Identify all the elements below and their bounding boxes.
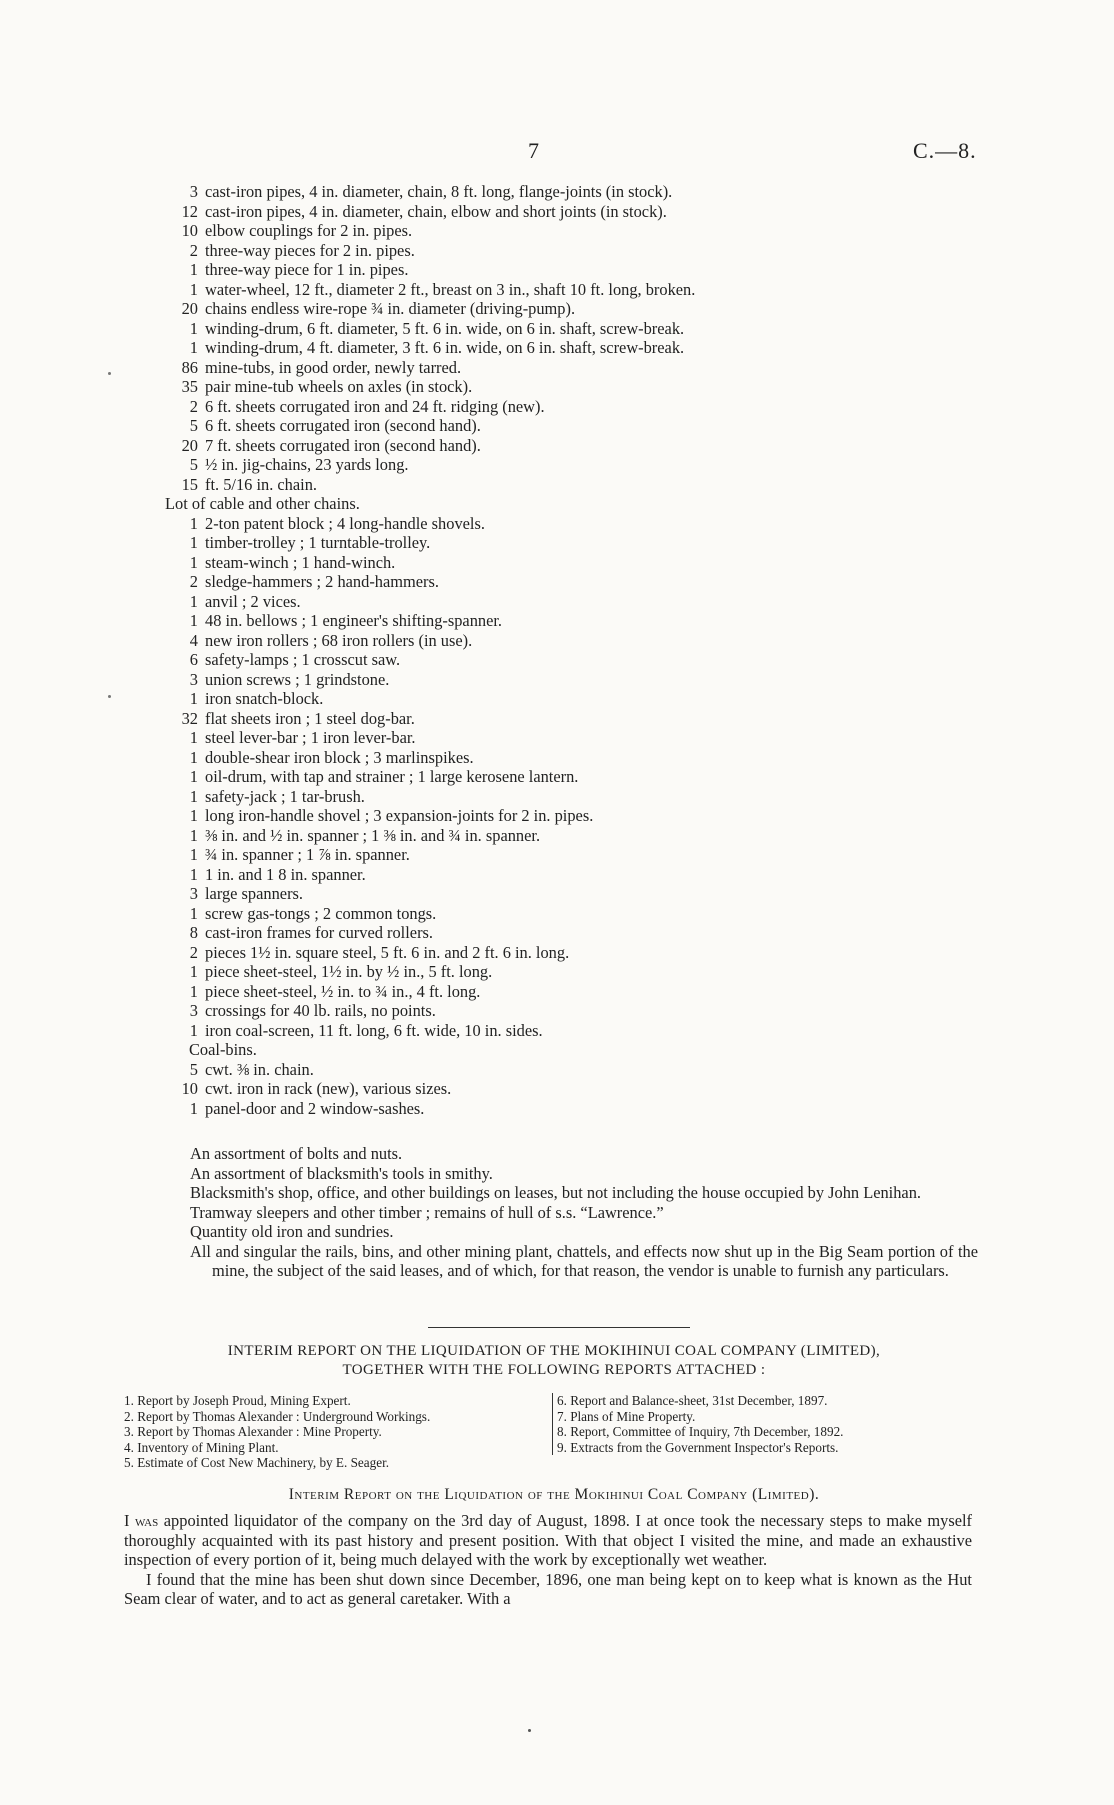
item-description: ½ in. jig-chains, 23 yards long. — [205, 455, 409, 474]
report-entry: 3. Report by Thomas Alexander : Mine Property. — [124, 1424, 382, 1440]
inventory-item — [165, 260, 985, 280]
item-description: winding-drum, 4 ft. diameter, 3 ft. 6 in. wide, on 6 in. shaft, screw-break. — [205, 338, 685, 357]
inventory-item — [165, 806, 985, 826]
inventory-item — [165, 611, 985, 631]
inventory-item — [165, 787, 985, 807]
inventory-paragraph: An assortment of blacksmith's tools in smithy. — [190, 1163, 493, 1183]
item-quantity: 3 — [189, 1001, 198, 1020]
inventory-item — [165, 572, 985, 592]
inventory-item — [165, 299, 985, 319]
item-description: chains endless wire-rope ¾ in. diameter (driving-pump). — [205, 299, 576, 318]
item-quantity: 1 — [189, 728, 198, 747]
inventory-item — [165, 553, 985, 573]
item-quantity: 1 — [189, 591, 198, 611]
inventory-item — [165, 767, 985, 787]
inventory-item — [165, 982, 985, 1002]
inventory-item — [165, 631, 985, 651]
document-reference: C.—8. — [913, 138, 977, 163]
inventory-item — [165, 1060, 985, 1080]
inventory-item — [165, 748, 985, 768]
item-quantity: 20 — [181, 435, 198, 455]
item-description: cast-iron pipes, 4 in. diameter, chain, 8 ft. long, flange-joints (in stock). — [205, 182, 673, 201]
inventory-item — [165, 923, 985, 943]
report-entry: 4. Inventory of Mining Plant. — [124, 1439, 279, 1455]
item-description: union screws ; 1 grindstone. — [205, 669, 390, 689]
item-quantity: 1 — [189, 1098, 198, 1118]
reports-list-right — [552, 1393, 997, 1455]
section-divider — [428, 1327, 690, 1328]
inventory-item — [165, 475, 985, 495]
item-description: oil-drum, with tap and strainer ; 1 large kerosene lantern. — [205, 767, 579, 786]
inventory-item — [165, 1099, 985, 1119]
item-quantity: 1 — [189, 825, 198, 845]
item-description: pair mine-tub wheels on axles (in stock). — [205, 377, 473, 396]
inventory-list — [165, 182, 985, 1118]
inventory-item — [165, 826, 985, 846]
inventory-item — [165, 494, 985, 514]
item-quantity: 1 — [189, 611, 198, 630]
inventory-item — [165, 1040, 985, 1060]
margin-mark — [108, 695, 111, 698]
inventory-item — [165, 845, 985, 865]
report-entry: 7. Plans of Mine Property. — [557, 1408, 696, 1424]
inventory-item — [165, 943, 985, 963]
interim-heading-line: TOGETHER WITH THE FOLLOWING REPORTS ATTACHED : — [342, 1362, 766, 1378]
item-description: iron coal-screen, 11 ft. long, 6 ft. wide, 10 in. sides. — [205, 1020, 543, 1040]
paragraph-text: appointed liquidator of the company on the 3rd day of August, 1898. I at once took the necessary steps to make myself thoroughly acquainted with its past history and present position. With that object I visited the mine, and made an exhaustive inspection of every portion of it, being much delayed with the work by exceptionally wet weather. — [124, 1511, 973, 1570]
report-entry: 2. Report by Thomas Alexander : Underground Workings. — [124, 1408, 431, 1424]
item-description: 6 ft. sheets corrugated iron (second hand). — [205, 416, 481, 435]
item-quantity: 2 — [189, 942, 198, 962]
inventory-item — [165, 670, 985, 690]
item-quantity: 1 — [189, 1020, 198, 1040]
item-quantity: 1 — [189, 903, 198, 923]
inventory-item — [165, 377, 985, 397]
item-quantity: 3 — [189, 884, 198, 903]
item-description: water-wheel, 12 ft., diameter 2 ft., breast on 3 in., shaft 10 ft. long, broken. — [205, 279, 696, 299]
interim-heading-line: INTERIM REPORT ON THE LIQUIDATION OF THE MOKIHINUI COAL COMPANY (LIMITED), — [227, 1343, 881, 1359]
item-description: steel lever-bar ; 1 iron lever-bar. — [205, 728, 416, 747]
item-description: sledge-hammers ; 2 hand-hammers. — [205, 572, 439, 591]
inventory-item — [165, 709, 985, 729]
item-quantity: 5 — [189, 455, 198, 474]
item-quantity: 4 — [189, 630, 198, 650]
item-quantity: 35 — [181, 377, 198, 396]
inventory-item — [165, 962, 985, 982]
inventory-item — [165, 884, 985, 904]
item-quantity: 1 — [189, 689, 198, 708]
item-description: three-way piece for 1 in. pipes. — [205, 260, 409, 279]
item-description: ⅜ in. and ½ in. spanner ; 1 ⅜ in. and ¾ in. spanner. — [205, 825, 541, 845]
item-description: iron snatch-block. — [205, 689, 324, 708]
item-quantity: 86 — [181, 357, 198, 377]
inventory-item — [165, 1021, 985, 1041]
item-description: double-shear iron block ; 3 marlinspikes. — [205, 747, 474, 767]
item-quantity: 1 — [189, 318, 198, 338]
item-description: mine-tubs, in good order, newly tarred. — [205, 357, 462, 377]
item-quantity: 1 — [189, 806, 198, 825]
item-description: safety-lamps ; 1 crosscut saw. — [205, 650, 401, 669]
item-description: 6 ft. sheets corrugated iron and 24 ft. ridging (new). — [205, 396, 545, 416]
inventory-item — [165, 904, 985, 924]
item-description: safety-jack ; 1 tar-brush. — [205, 786, 365, 806]
item-quantity: 1 — [189, 338, 198, 357]
inventory-item — [165, 514, 985, 534]
inventory-paragraph: Tramway sleepers and other timber ; remains of hull of s.s. “Lawrence.” — [190, 1202, 664, 1222]
inventory-item — [165, 221, 985, 241]
inventory-item — [165, 689, 985, 709]
inventory-item — [165, 202, 985, 222]
page-speck — [528, 1729, 531, 1732]
inventory-paragraph: Blacksmith's shop, office, and other buildings on leases, but not including the house occupied by John Lenihan. — [190, 1183, 921, 1202]
inventory-item — [165, 865, 985, 885]
item-quantity: 1 — [189, 845, 198, 864]
inventory-item — [165, 592, 985, 612]
inventory-item — [165, 728, 985, 748]
item-description: screw gas-tongs ; 2 common tongs. — [205, 903, 437, 923]
inventory-item — [165, 1001, 985, 1021]
item-quantity: 2 — [189, 240, 198, 260]
item-description: 1 in. and 1 8 in. spanner. — [205, 864, 366, 884]
item-description: crossings for 40 lb. rails, no points. — [205, 1001, 436, 1020]
item-description: Lot of cable and other chains. — [165, 494, 360, 513]
item-quantity: 1 — [189, 747, 198, 767]
inventory-paragraph: An assortment of bolts and nuts. — [190, 1144, 403, 1163]
inventory-item — [165, 280, 985, 300]
reports-list-left — [124, 1393, 544, 1471]
item-quantity: 1 — [189, 864, 198, 884]
item-description: 7 ft. sheets corrugated iron (second hand). — [205, 435, 481, 455]
inventory-item — [165, 358, 985, 378]
inventory-item — [165, 436, 985, 456]
body-paragraph — [124, 1511, 972, 1570]
item-quantity: 15 — [181, 474, 198, 494]
item-description: three-way pieces for 2 in. pipes. — [205, 240, 415, 260]
paragraph-lead: I was — [124, 1511, 159, 1530]
inventory-paragraphs — [190, 1144, 978, 1281]
item-description: winding-drum, 6 ft. diameter, 5 ft. 6 in. wide, on 6 in. shaft, screw-break. — [205, 318, 685, 338]
item-description: 2-ton patent block ; 4 long-handle shovels. — [205, 513, 485, 533]
item-quantity: 2 — [189, 572, 198, 591]
inventory-paragraph: Quantity old iron and sundries. — [190, 1222, 394, 1241]
inventory-item — [165, 455, 985, 475]
inventory-item — [165, 1079, 985, 1099]
body-paragraph: I found that the mine has been shut down since December, 1896, one man being kept on to keep what is known as the Hut Seam clear of water, and to act as general caretaker. With a — [124, 1569, 972, 1609]
item-description: panel-door and 2 window-sashes. — [205, 1098, 425, 1118]
page-number: 7 — [528, 138, 539, 163]
item-quantity: 6 — [189, 650, 198, 669]
report-entry: 9. Extracts from the Government Inspector's Reports. — [557, 1439, 839, 1455]
item-quantity: 20 — [181, 299, 198, 318]
item-description: ¾ in. spanner ; 1 ⅞ in. spanner. — [205, 845, 410, 864]
item-description: pieces 1½ in. square steel, 5 ft. 6 in. and 2 ft. 6 in. long. — [205, 942, 570, 962]
item-quantity: 1 — [189, 279, 198, 299]
item-description: large spanners. — [205, 884, 304, 903]
item-description: ft. 5/16 in. chain. — [205, 474, 317, 494]
inventory-item — [165, 319, 985, 339]
report-body — [124, 1511, 972, 1609]
inventory-item — [165, 397, 985, 417]
item-quantity: 1 — [189, 767, 198, 786]
inventory-item — [165, 241, 985, 261]
item-description: anvil ; 2 vices. — [205, 591, 301, 611]
item-quantity: 1 — [189, 513, 198, 533]
item-description: elbow couplings for 2 in. pipes. — [205, 221, 413, 240]
item-description: cast-iron pipes, 4 in. diameter, chain, elbow and short joints (in stock). — [205, 201, 667, 221]
report-entry: 6. Report and Balance-sheet, 31st December, 1897. — [557, 1393, 828, 1408]
inventory-paragraph: All and singular the rails, bins, and other mining plant, chattels, and effects now shut up in the Big Seam portion of the mine, the subject of the said leases, and of which, for that reason, the vendor is unable to furnish any particulars. — [190, 1241, 978, 1280]
item-quantity: 3 — [189, 669, 198, 689]
inventory-item — [165, 182, 985, 202]
item-quantity: 8 — [189, 923, 198, 942]
item-quantity: 1 — [189, 260, 198, 279]
report-entry: 5. Estimate of Cost New Machinery, by E. Seager. — [124, 1455, 390, 1471]
item-quantity: 3 — [189, 182, 198, 201]
item-description: steam-winch ; 1 hand-winch. — [205, 552, 396, 572]
inventory-item — [165, 338, 985, 358]
inventory-item — [165, 650, 985, 670]
report-subheading: Interim Report on the Liquidation of the Mokihinui Coal Company (Limited). — [288, 1486, 820, 1503]
item-description: long iron-handle shovel ; 3 expansion-joints for 2 in. pipes. — [205, 806, 594, 825]
inventory-item — [165, 533, 985, 553]
interim-heading — [124, 1342, 984, 1380]
item-quantity: 10 — [181, 221, 198, 240]
item-description: cwt. iron in rack (new), various sizes. — [205, 1079, 452, 1098]
item-description: piece sheet-steel, 1½ in. by ½ in., 5 ft. long. — [205, 962, 493, 981]
item-quantity: 5 — [189, 1059, 198, 1079]
margin-mark — [108, 372, 111, 375]
item-description: 48 in. bellows ; 1 engineer's shifting-spanner. — [205, 611, 503, 630]
inventory-item — [165, 416, 985, 436]
report-entry: 8. Report, Committee of Inquiry, 7th December, 1892. — [557, 1424, 844, 1440]
item-quantity: 5 — [189, 416, 198, 435]
item-description: flat sheets iron ; 1 steel dog-bar. — [205, 708, 415, 728]
item-quantity: 32 — [181, 708, 198, 728]
item-description: cwt. ⅜ in. chain. — [205, 1059, 314, 1079]
item-quantity: 10 — [181, 1079, 198, 1098]
item-description: Coal-bins. — [189, 1040, 257, 1059]
report-entry: 1. Report by Joseph Proud, Mining Expert. — [124, 1393, 351, 1408]
item-description: timber-trolley ; 1 turntable-trolley. — [205, 533, 431, 552]
item-quantity: 1 — [189, 981, 198, 1001]
item-description: new iron rollers ; 68 iron rollers (in use). — [205, 630, 473, 650]
item-quantity: 1 — [189, 786, 198, 806]
item-quantity: 2 — [189, 396, 198, 416]
item-quantity: 1 — [189, 533, 198, 552]
item-quantity: 12 — [181, 201, 198, 221]
item-description: piece sheet-steel, ½ in. to ¾ in., 4 ft. long. — [205, 981, 481, 1001]
item-quantity: 1 — [189, 962, 198, 981]
item-quantity: 1 — [189, 552, 198, 572]
item-description: cast-iron frames for curved rollers. — [205, 923, 434, 942]
